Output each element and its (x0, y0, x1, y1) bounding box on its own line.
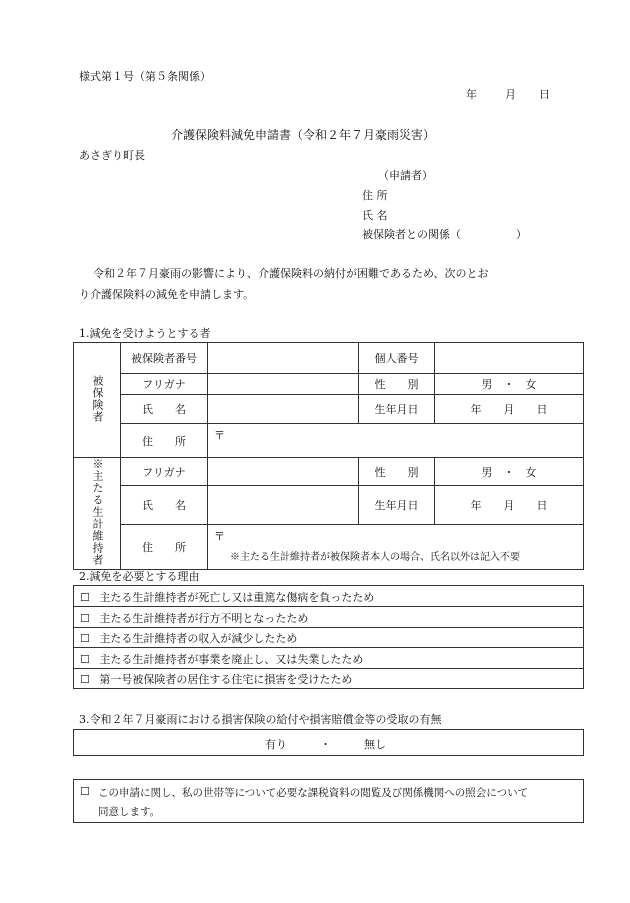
applicant-header: （申請者） (378, 169, 433, 182)
insured-name-field[interactable] (208, 395, 359, 424)
date-year: 年 (466, 88, 477, 101)
intro-line-2: り介護保険料の減免を申請します。 (79, 288, 255, 301)
checkbox-icon[interactable]: ☐ (80, 653, 90, 666)
checkbox-icon[interactable]: ☐ (80, 612, 90, 625)
supporter-gender-options[interactable]: 男 ・ 女 (435, 458, 584, 486)
section1-heading: 1.減免を受けようとする者 (79, 327, 211, 340)
checkbox-icon[interactable]: ☐ (80, 632, 90, 645)
reason-item[interactable]: ☐ 第一号被保険者の居住する住宅に損害を受けたため (80, 673, 353, 686)
personal-number-field[interactable] (435, 343, 584, 374)
postal-mark: 〒 (214, 530, 225, 544)
supporter-name-label: 氏 名 (121, 486, 208, 525)
addressee: あさぎり町長 (79, 149, 145, 162)
personal-number-label: 個人番号 (359, 343, 435, 374)
postal-mark: 〒 (214, 429, 225, 442)
reasons-box (73, 585, 584, 689)
checkbox-icon[interactable]: ☐ (80, 591, 90, 604)
person-table (73, 342, 584, 570)
insured-furigana-label: フリガナ (121, 374, 208, 395)
consent-line-1: この申請に関し、私の世帯等について必要な課税資料の閲覧及び関係機関への照会について (98, 787, 529, 799)
insured-birthdate-label: 生年月日 (359, 395, 435, 424)
insured-group-label: 被保険者 (74, 343, 121, 458)
date-day: 日 (539, 88, 550, 101)
applicant-address-label: 住 所 (362, 189, 388, 202)
insured-furigana-field[interactable] (208, 374, 359, 395)
reason-item[interactable]: ☐ 主たる生計維持者が事業を廃止し、又は失業したため (80, 653, 364, 666)
supporter-note: ※主たる生計維持者が被保険者本人の場合、氏名以外は記入不要 (230, 552, 520, 563)
document-title: 介護保険料減免申請書（令和２年７月豪雨災害） (171, 128, 436, 142)
insured-birthdate-field[interactable]: 年 月 日 (435, 395, 584, 424)
insured-name-label: 氏 名 (121, 395, 208, 424)
insured-number-field[interactable] (208, 343, 359, 374)
supporter-gender-label: 性 別 (359, 458, 435, 486)
insured-gender-label: 性 別 (359, 374, 435, 395)
insured-number-label: 被保険者番号 (121, 343, 208, 374)
insurance-options[interactable]: 有り ・ 無し (265, 738, 386, 751)
supporter-name-field[interactable] (208, 486, 359, 525)
intro-line-1: 令和２年７月豪雨の影響により、介護保険料の納付が困難であるため、次のとお (93, 267, 489, 280)
section2-heading: 2.減免を必要とする理由 (79, 570, 200, 583)
applicant-relation-label: 被保険者との関係（ ） (362, 228, 527, 241)
consent-checkbox-icon[interactable]: ☐ (80, 785, 90, 798)
insured-gender-options[interactable]: 男 ・ 女 (435, 374, 584, 395)
reason-item[interactable]: ☐ 主たる生計維持者が行方不明となったため (80, 612, 309, 625)
supporter-furigana-label: フリガナ (121, 458, 208, 486)
reason-item[interactable]: ☐ 主たる生計維持者の収入が減少したため (80, 632, 298, 645)
supporter-group-label: ※主たる生計維持者 (74, 458, 121, 570)
reason-item[interactable]: ☐ 主たる生計維持者が死亡し又は重篤な傷病を負ったため (80, 591, 375, 604)
supporter-birthdate-label: 生年月日 (359, 486, 435, 525)
consent-box (73, 779, 584, 823)
consent-line-2: 同意します。 (98, 806, 161, 818)
supporter-furigana-field[interactable] (208, 458, 359, 486)
form-number: 様式第１号（第５条関係） (79, 70, 211, 83)
insured-address-field[interactable] (208, 424, 584, 458)
applicant-name-label: 氏 名 (362, 209, 388, 222)
insured-address-label: 住 所 (121, 424, 208, 458)
supporter-birthdate-field[interactable]: 年 月 日 (435, 486, 584, 525)
checkbox-icon[interactable]: ☐ (80, 673, 90, 686)
insurance-options-box (73, 729, 584, 756)
section3-heading: 3.令和２年７月豪雨における損害保険の給付や損害賠償金等の受取の有無 (79, 713, 442, 726)
supporter-address-label: 住 所 (121, 525, 208, 570)
date-month: 月 (505, 88, 516, 101)
